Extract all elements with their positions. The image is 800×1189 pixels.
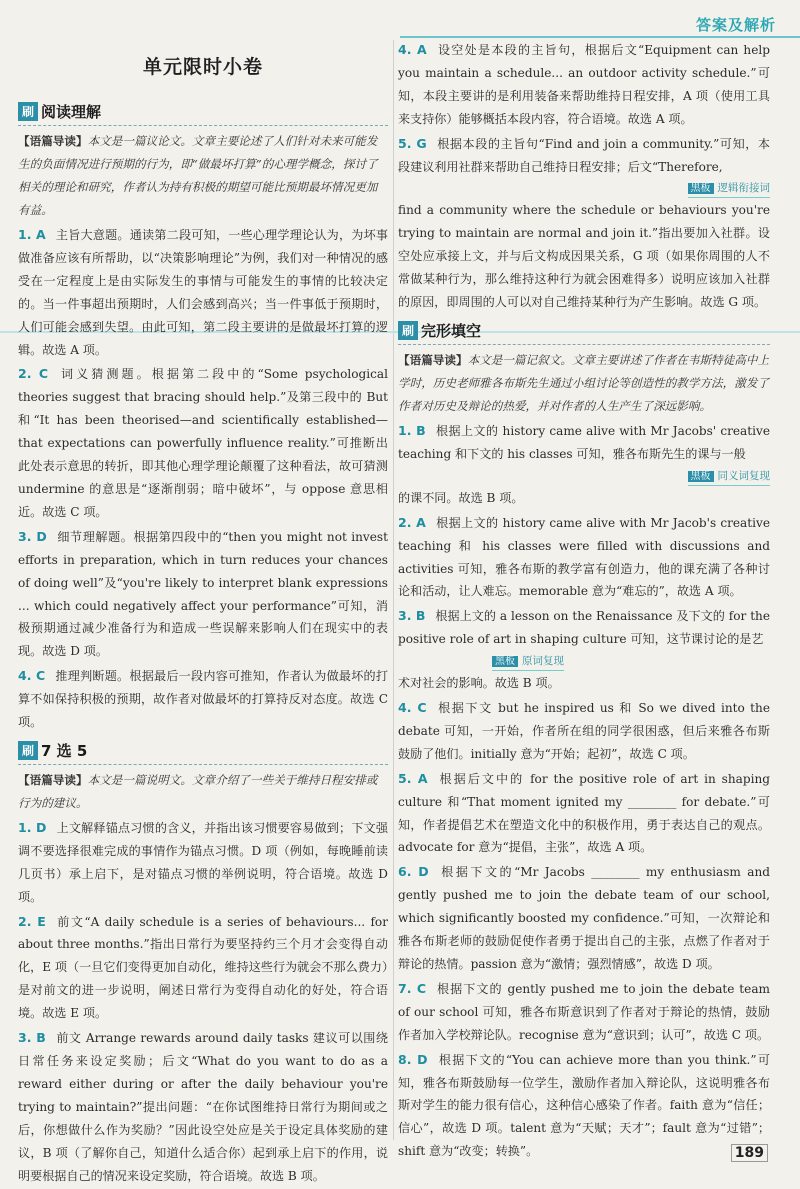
reading-intro xyxy=(18,130,388,222)
answer-text: 上文解释锚点习惯的含义，并指出该习惯要容易做到；下文强调不要选择很难完成的事情作为锚点习惯。D 项（例如，每晚睡前读几页书）承上启下，是对锚点习惯的举例说明，符合语境。故选 D 项。 xyxy=(18,820,388,904)
answer-text: 主旨大意题。通读第二段可知，一些心理学理论认为，为坏事做准备应该有所帮助，以“决策影响理论”为例，我们对一种情况的感受在一定程度上是由实际发生的事情与可能发生的事情的比较决定的。当一件事超出预期时，人们会感到高兴；当一件事低于预期时，人们可能会感到失望。由此可知，第二段主要讲的是做最坏打算的逻辑。故选 A 项。 xyxy=(18,228,388,357)
intro-label: 【语篇导读】 xyxy=(18,772,88,787)
blackboard-note-row xyxy=(398,464,770,486)
answer-number: 2. C xyxy=(18,366,48,382)
answer-item xyxy=(398,768,770,860)
note-label: 黑板 xyxy=(688,471,714,482)
section-cloze-header xyxy=(398,320,770,345)
answer-item xyxy=(18,665,388,734)
left-column xyxy=(18,44,388,1189)
answer-number: 1. D xyxy=(18,819,47,835)
answer-text: 根据上文的 a lesson on the Renaissance 及下文的 for the positive role of art in shaping culture 可知，这节课讨论的是艺 xyxy=(398,609,771,647)
answer-item-continued: 术对社会的影响。故选 B 项。 xyxy=(398,676,560,691)
answer-text: 根据下文 but he inspired us 和 So we dived into the debate 可知，一开始，作者所在组的同学很困惑，但后来雅各布斯鼓励了他们。initially 意为“开始；起初”，故选 C 项。 xyxy=(398,701,770,761)
answer-item xyxy=(18,224,388,361)
section-reading-header xyxy=(18,101,388,126)
answer-text: 词义猜测题。根据第二段中的“Some psychological theories suggest that bracing should help.”及第三段中的 But 和“It has been theorised—and scientifically established—that expectations can powerfully influence reality.”可推断出此处表示意思的转折，即其他心理学理论颠覆了这种看法，故可猜测 undermine 的意思是“逐渐削弱；暗中破坏”，与 oppose 意思相近。故选 C 项。 xyxy=(18,367,388,519)
section-badge: 刷 xyxy=(18,102,38,121)
note-text: 逻辑衔接词 xyxy=(717,182,770,195)
answer-item-continued: 的课不同。故选 B 项。 xyxy=(398,490,524,505)
seven-intro xyxy=(18,769,388,815)
answer-text: 设空处是本段的主旨句，根据后文“Equipment can help you maintain a schedule... an outdoor activity schedule.”可知，本段主要讲的是利用装备来帮助维持日程安排，A 项（使用工具来支持你）能够概括本段内容，符合语境。故选 A 项。 xyxy=(398,43,770,126)
answer-text: 根据下文的 gently pushed me to join the debate team of our school 可知，雅各布斯意识到了作者对于辩论的热情，鼓励作者加入学校辩论队。recognise 意为“意识到；认可”，故选 C 项。 xyxy=(398,981,770,1042)
answer-number: 5. A xyxy=(398,770,428,786)
answer-item xyxy=(18,363,388,523)
answer-item-continued: find a community where the schedule or behaviours you're trying to maintain are normal and join it.”指出要加入社群。设空处应承接上文，并与后文构成因果关系，G 项（如果你周围的人不常做某种行为，那么维持这种行为就会困难得多）说明应该加入社群的原因，即周围的人可以对自己维持某种行为产生影响。故选 G 项。 xyxy=(398,203,770,310)
answer-text: 根据本段的主旨句“Find and join a community.”可知，本段建议利用社群来帮助自己维持日程安排；后文“Therefore, xyxy=(398,136,770,174)
intro-label: 【语篇导读】 xyxy=(18,134,88,148)
answer-item xyxy=(398,512,770,604)
answer-item xyxy=(398,1049,770,1164)
blackboard-note xyxy=(688,180,771,198)
answer-item xyxy=(398,133,770,179)
answer-item xyxy=(398,978,770,1047)
note-label: 黑板 xyxy=(492,656,518,667)
answer-number: 3. D xyxy=(18,528,47,544)
note-text: 同义词复现 xyxy=(717,469,770,482)
right-column xyxy=(398,38,770,1165)
answer-item xyxy=(398,605,770,651)
answer-item xyxy=(18,1027,388,1187)
answer-text: 根据后文中的 for the positive role of art in shaping culture 和“That moment ignited my ________ for debate.”可知，作者提倡艺术在塑造文化中的积极作用，勇于表达自己的观点。advocate for 意为“提倡，主张”，故选 A 项。 xyxy=(398,771,770,855)
answer-number: 4. A xyxy=(398,42,427,57)
answer-number: 7. C xyxy=(398,980,426,996)
intro-text: 本文是一篇说明文。文章介绍了一些关于维持日程安排或行为的建议。 xyxy=(18,772,378,810)
answer-number: 3. B xyxy=(18,1030,46,1046)
header-tag: 答案及解析 xyxy=(695,16,776,34)
answer-item xyxy=(18,817,388,909)
intro-text: 本文是一篇记叙文。文章主要讲述了作者在韦斯特徒高中上学时，历史老师雅各布斯先生通过小组讨论等创造性的教学方法，激发了作者对历史及辩论的热爱，并对作者的人生产生了深远影响。 xyxy=(398,352,770,413)
section-title: 完形填空 xyxy=(421,321,482,340)
answer-number: 4. C xyxy=(18,668,46,684)
answer-item xyxy=(398,861,770,976)
section-badge: 刷 xyxy=(398,321,418,340)
cloze-intro xyxy=(398,349,770,418)
answer-text: 细节理解题。根据第四段中的“then you might not invest efforts in preparation, which in turn reduces your chances of doing well”及“you're likely to interpret blank expressions ... which could negatively affect your performance”可知，消极预期通过减少准备行为和造成一些误解来影响人们在现实中的表现。故选 D 项。 xyxy=(18,529,388,659)
blackboard-note xyxy=(688,468,771,486)
note-label: 黑板 xyxy=(688,183,714,194)
answer-number: 8. D xyxy=(398,1051,428,1067)
page-title: 单元限时小卷 xyxy=(142,56,263,78)
answer-number: 2. A xyxy=(398,514,426,530)
answer-item xyxy=(398,39,770,131)
answer-text: 推理判断题。根据最后一段内容可推知，作者认为做最坏的打算不如保持积极的预期，故作者对做最坏的打算持反对态度。故选 C 项。 xyxy=(18,669,388,730)
answer-item xyxy=(398,420,770,466)
answer-item xyxy=(398,697,770,766)
section-title: 阅读理解 xyxy=(41,103,102,121)
answer-number: 3. B xyxy=(398,608,426,624)
intro-label: 【语篇导读】 xyxy=(398,352,468,367)
note-text: 原词复现 xyxy=(522,655,564,668)
answer-number: 4. C xyxy=(398,700,427,716)
answer-number: 5. G xyxy=(398,135,427,151)
blackboard-note-row xyxy=(398,176,770,198)
answer-number: 1. A xyxy=(18,227,46,242)
section-seven-header xyxy=(18,740,388,765)
section-title: 7 选 5 xyxy=(41,741,88,760)
answer-item xyxy=(18,911,388,1026)
answer-text: 根据下文的“Mr Jacobs ________ my enthusiasm and gently pushed me to join the debate team of our school, which significantly boosted my confidence.”可知，一次辩论和雅各布斯老师的鼓励促使作者勇于提出自己的主张，点燃了作者对于辩论的热情。passion 意为“激情；强烈情感”，故选 D 项。 xyxy=(398,865,770,971)
column-divider xyxy=(393,40,394,1140)
page-number: 189 xyxy=(731,1144,768,1162)
section-badge: 刷 xyxy=(18,741,38,760)
blackboard-note xyxy=(492,653,564,671)
blackboard-note-row xyxy=(398,649,770,671)
intro-text: 本文是一篇议论文。文章主要论述了人们针对未来可能发生的负面情况进行预期的行为，即“做最坏打算”的心理学概念，探讨了相关的理论和研究，作者认为持有积极的期望可能比预期最坏情况更加有益。 xyxy=(18,134,378,217)
answer-number: 1. B xyxy=(398,422,426,438)
answer-text: 前文“A daily schedule is a series of behaviours... for about three months.”指出日常行为要坚持约三个月才会变得自动化，E 项（一旦它们变得更加自动化，维持这些行为就会不那么费力）是对前文的进一步说明，阐述日常行为变得自动化的好处，符合语境。故选 E 项。 xyxy=(18,914,388,1021)
answer-number: 6. D xyxy=(398,864,429,880)
answer-text: 根据上文的 history came alive with Mr Jacobs' creative teaching 和下文的 his classes 可知，雅各布斯先生的课与一般 xyxy=(398,423,770,461)
answer-text: 根据下文的“You can achieve more than you think.”可知，雅各布斯鼓励每一位学生，激励作者加入辩论队，这说明雅各布斯对学生的能力很有信心，这种信心感染了作者。faith 意为“信任；信心”，故选 D 项。talent 意为“天赋；天才”；fault 意为“过错”；shift 意为“改变；转换”。 xyxy=(398,1052,770,1159)
answer-text: 前文 Arrange rewards around daily tasks 建议可以围绕日常任务来设定奖励；后文“What do you want to do as a reward either during or after the daily behaviour you're trying to maintain?”提出问题：“在你试图维持日常行为期间或之后，你想做什么作为奖励？”因此设空处应是关于设定具体奖励的建议，B 项（了解你自己，知道什么适合你）起到承上启下的作用，说明要根据自己的情况来设定奖励，符合语境。故选 B 项。 xyxy=(18,1031,388,1183)
answer-item xyxy=(18,526,388,663)
answer-number: 2. E xyxy=(18,913,46,929)
answer-text: 根据上文的 history came alive with Mr Jacob's creative teaching 和 his classes were filled with discussions and activities 可知，雅各布斯的教学富有创造力，他的课充满了各种讨论和活动，让人难忘。memorable 意为“难忘的”，故选 A 项。 xyxy=(398,515,770,599)
